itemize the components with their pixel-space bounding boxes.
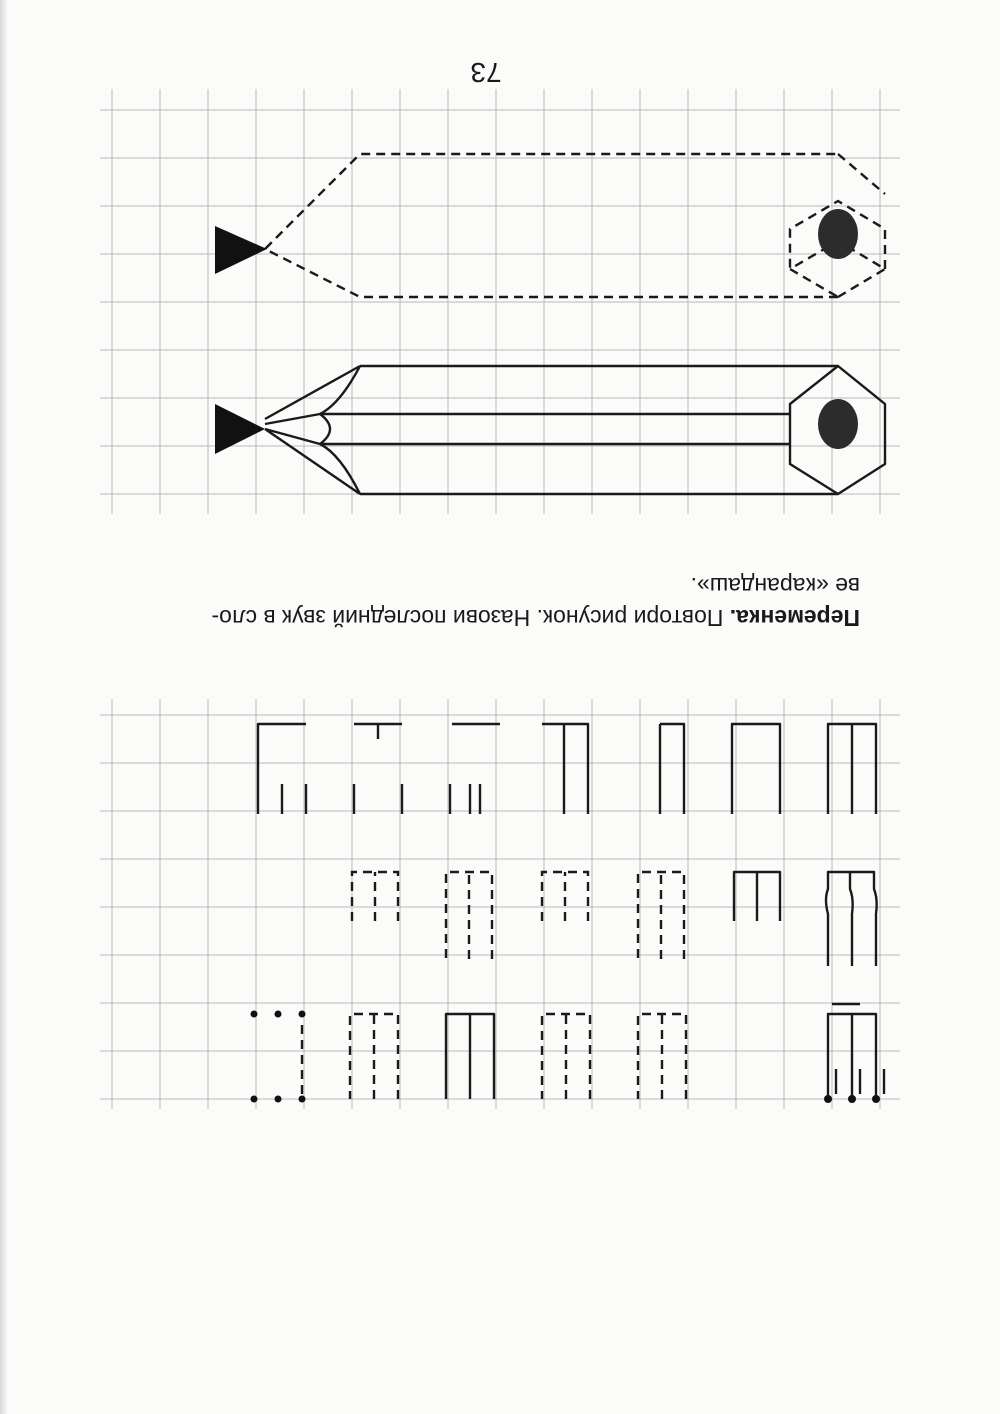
page-number: 73 <box>470 57 502 88</box>
instruction-title: Переменка. <box>729 605 860 631</box>
pencil-eraser-dot-dashed <box>818 209 858 259</box>
pencil-eraser-dot <box>818 399 858 449</box>
instruction-body: Повтори рисунок. Назови последний звук в сло- <box>211 605 730 631</box>
pencil-tip-dashed <box>215 226 267 274</box>
instruction-line-2: ве «карандаш». <box>690 573 860 599</box>
